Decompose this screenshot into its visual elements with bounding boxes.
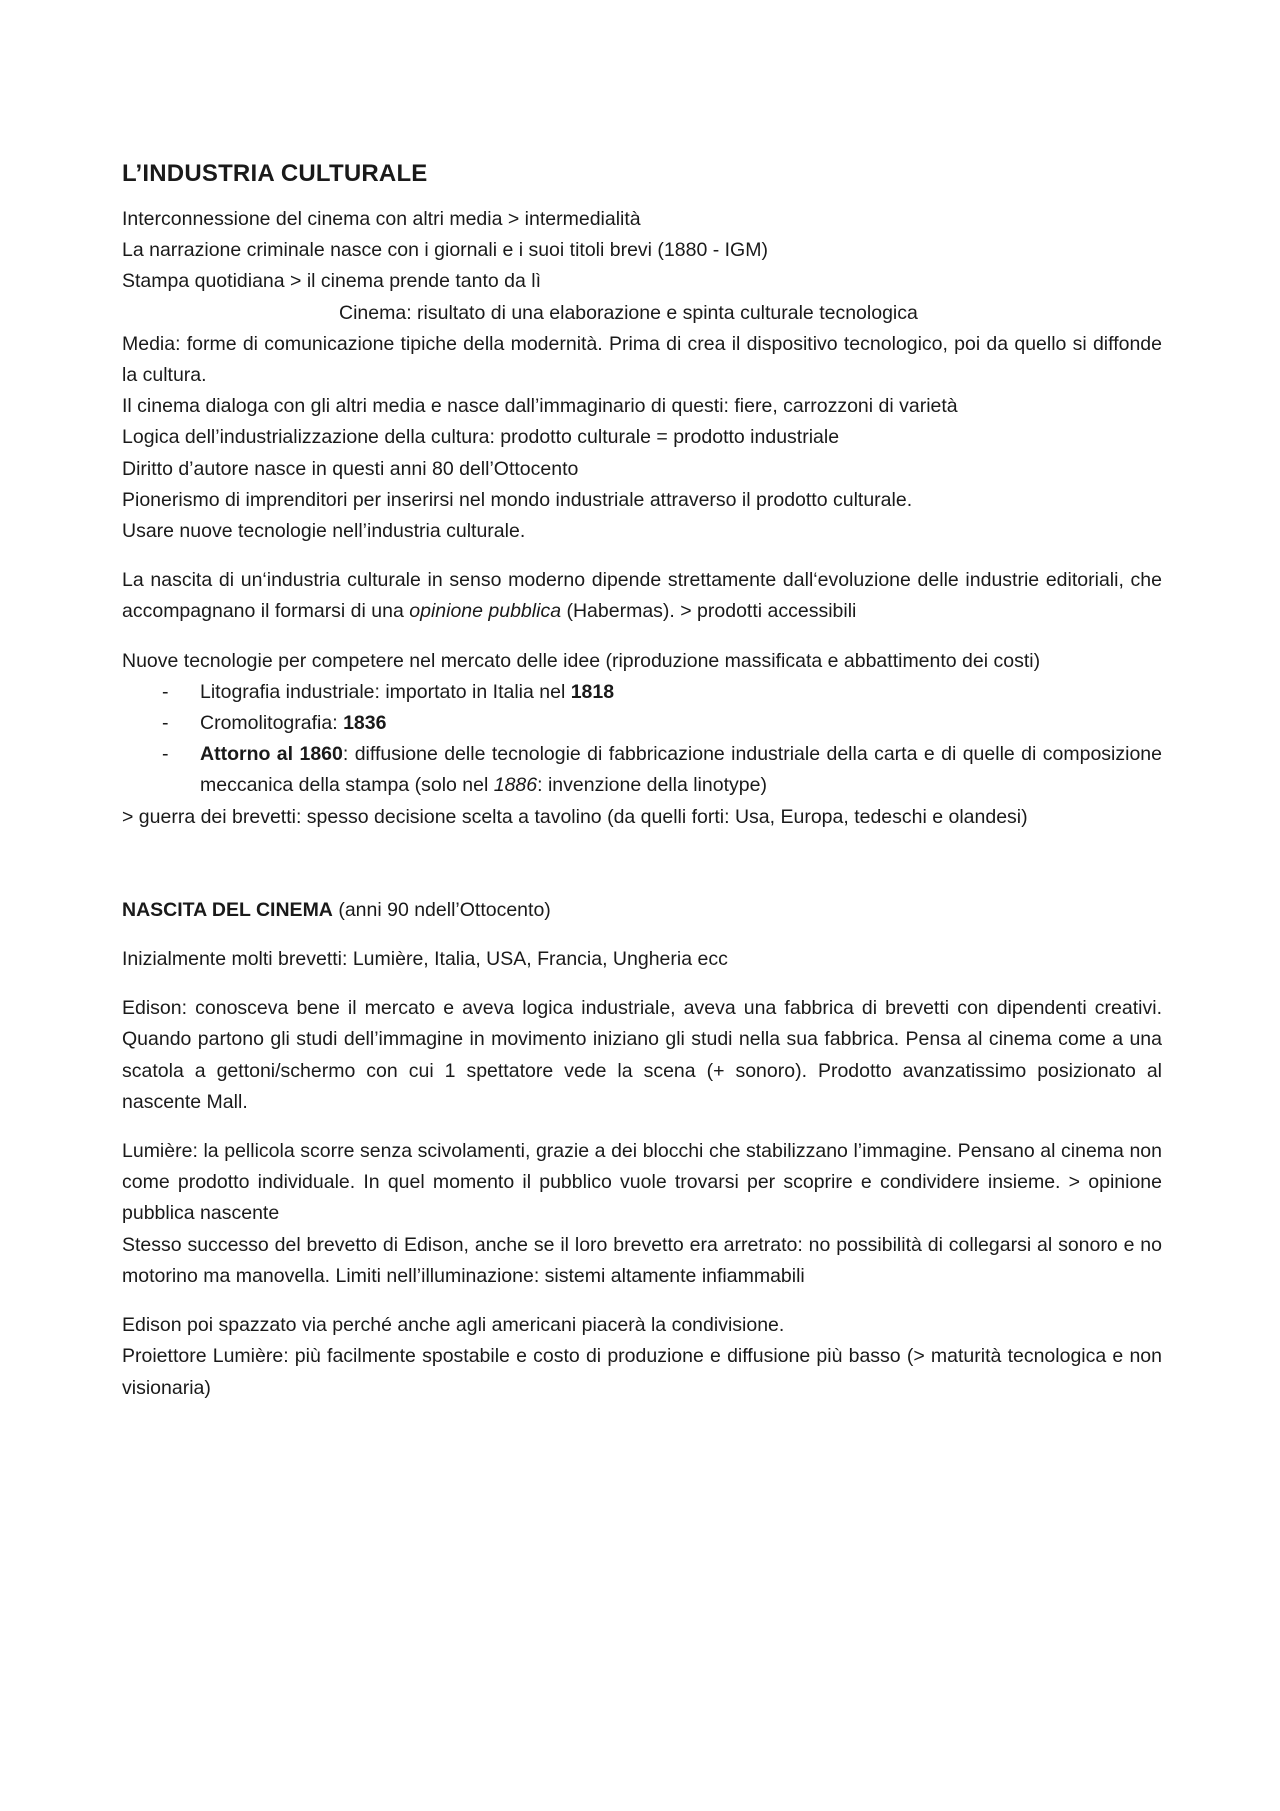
text-line: Interconnessione del cinema con altri media > intermedialità	[122, 208, 641, 230]
document-page	[122, 156, 1162, 1404]
patent-paragraph: Stesso successo del brevetto di Edison, anche se il loro brevetto era arretrato: no possibilità di collegarsi al sonoro e no motorino ma manovella. Limiti nell’illuminazione: sistemi altamente infiammabili	[122, 1233, 1162, 1287]
text-line: Stampa quotidiana > il cinema prende tanto da lì	[122, 270, 541, 293]
media-paragraph: Media: forme di comunicazione tipiche della modernità. Prima di crea il dispositivo tecnologico, poi da quello si diffonde la cultura.	[122, 332, 1162, 387]
spacer	[122, 975, 1162, 993]
projector-paragraph: Proiettore Lumière: più facilmente spostabile e costo di produzione e diffusione più basso (> maturità tecnologica e non visionaria)	[122, 1345, 1162, 1399]
text-line: Usare nuove tecnologie nell’industria culturale.	[122, 520, 526, 543]
birth-text-end: (Habermas). > prodotti accessibili	[561, 600, 857, 623]
text-line: Il cinema dialoga con gli altri media e nasce dall’immaginario di questi: fiere, carrozzoni di varietà	[122, 395, 958, 418]
birth-italic: opinione pubblica	[409, 600, 562, 623]
list-item	[122, 677, 1162, 708]
birth-paragraph	[122, 565, 1162, 627]
technology-list	[122, 677, 1162, 802]
lumiere-paragraph: Lumière: la pellicola scorre senza scivolamenti, grazie a dei blocchi che stabilizzano l’immagine. Pensano al cinema non come prodotto individuale. In quel momento il pubblico vuole trovarsi per scoprire e condividere insieme. > opinione pubblica nascente	[122, 1140, 1162, 1225]
section-title-nascita-del-cinema	[122, 895, 1162, 926]
paragraph: Edison poi spazzato via perché anche agli americani piacerà la condivisione.	[122, 1314, 785, 1337]
list-item-year: 1818	[570, 680, 615, 703]
list-item	[122, 708, 1162, 739]
list-item-italic-year: 1886	[493, 774, 538, 797]
text-line: Pionerismo di imprenditori per inserirsi nel mondo industriale attraverso il prodotto culturale.	[122, 488, 913, 511]
list-item-bold: Attorno al 1860	[200, 743, 343, 766]
section-title-bold: NASCITA DEL CINEMA	[122, 898, 333, 921]
centered-text-line: Cinema: risultato di una elaborazione e spinta culturale tecnologica	[339, 301, 918, 324]
text-line: Diritto d’autore nasce in questi anni 80 dell’Ottocento	[122, 457, 579, 480]
spacer	[122, 1292, 1162, 1310]
patent-war-line: > guerra dei brevetti: spesso decisione scelta a tavolino (da quelli forti: Usa, Europa, tedeschi e olandesi)	[122, 805, 1028, 828]
list-item	[122, 739, 1162, 801]
list-item-text: Cromolitografia:	[200, 712, 344, 735]
dash-bullet: -	[162, 680, 169, 703]
dash-bullet: -	[162, 743, 169, 766]
text-line: Logica dell’industrializzazione della cultura: prodotto culturale = prodotto industriale	[122, 426, 840, 449]
birth-text: La nascita di un‘industria culturale in senso moderno dipende strettamente dall‘evoluzione delle industrie editoriali, che accompagnano il formarsi di una	[122, 569, 1162, 623]
spacer	[122, 628, 1162, 646]
list-item-text: : diffusione delle tecnologie di fabbricazione industriale della carta e di quelle di composizione meccanica della stampa (solo nel	[200, 743, 1162, 797]
dash-bullet: -	[162, 712, 169, 735]
spacer	[122, 1118, 1162, 1136]
spacer	[122, 833, 1162, 895]
section-title-rest: (anni 90 ndell’Ottocento)	[332, 898, 551, 921]
list-item-year: 1836	[343, 712, 387, 735]
section-title-industria-culturale: L’INDUSTRIA CULTURALE	[122, 160, 428, 187]
list-item-text-end: : invenzione della linotype)	[537, 774, 767, 797]
spacer	[122, 926, 1162, 944]
paragraph: Inizialmente molti brevetti: Lumière, Italia, USA, Francia, Ungheria ecc	[122, 948, 728, 971]
text-line: La narrazione criminale nasce con i giornali e i suoi titoli brevi (1880 - IGM)	[122, 239, 768, 262]
list-item-text: Litografia industriale: importato in Italia nel	[200, 680, 571, 703]
tech-intro: Nuove tecnologie per competere nel mercato delle idee (riproduzione massificata e abbattimento dei costi)	[122, 649, 1041, 672]
spacer	[122, 547, 1162, 565]
edison-paragraph: Edison: conosceva bene il mercato e aveva logica industriale, aveva una fabbrica di brevetti con dipendenti creativi. Quando partono gli studi dell’immagine in movimento iniziano gli studi nella sua fabbrica. Pensa al cinema come a una scatola a gettoni/schermo con cui 1 spettatore vede la scena (+ sonoro). Prodotto avanzatissimo posizionato al nascente Mall.	[122, 997, 1162, 1113]
